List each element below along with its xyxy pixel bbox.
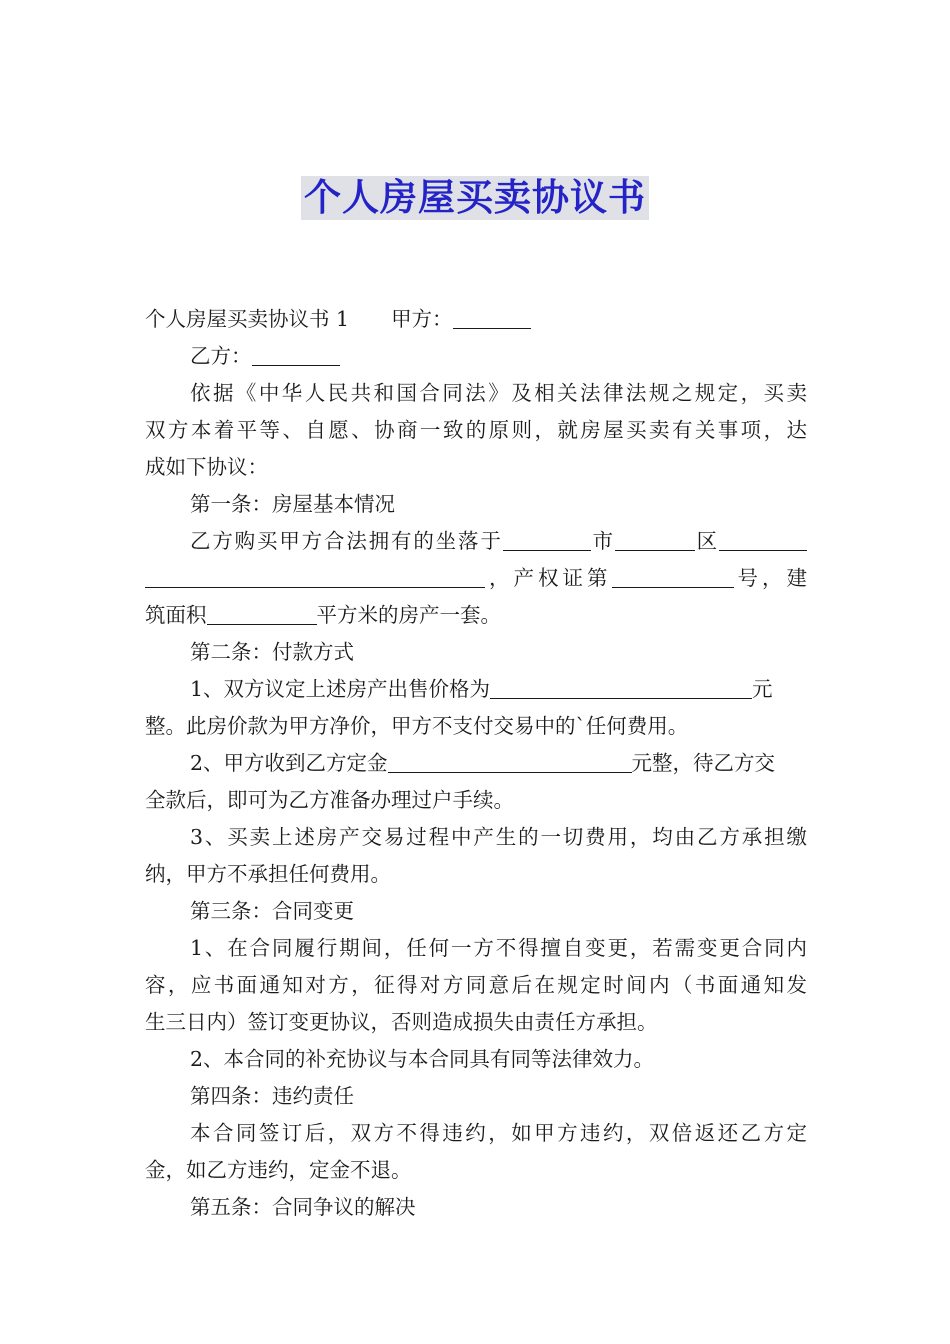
article-heading: 第三条：合同变更 xyxy=(190,899,354,923)
clause-line: 2、本合同的补充协议与本合同具有同等法律效力。 xyxy=(190,1047,655,1071)
article-text: ，产权证第 xyxy=(485,566,612,590)
clause-line xyxy=(145,745,807,782)
clause-line: 3、买卖上述房产交易过程中产生的一切费用，均由乙方承担缴 xyxy=(190,825,807,849)
article-line xyxy=(145,523,807,560)
preamble-line: 依据《中华人民共和国合同法》及相关法律法规之规定，买卖 xyxy=(190,381,807,405)
clause-line xyxy=(145,671,807,708)
preamble-line: 双方本着平等、自愿、协商一致的原则，就房屋买卖有关事项，达 xyxy=(145,418,807,442)
clause-line: 整。此房价款为甲方净价，甲方不支付交易中的`任何费用。 xyxy=(145,714,689,738)
article-line: 金，如乙方违约，定金不退。 xyxy=(145,1158,412,1182)
price-blank xyxy=(490,676,752,699)
article-text: 区 xyxy=(694,529,720,553)
city-blank xyxy=(503,528,591,551)
clause-line: 1、在合同履行期间，任何一方不得擅自变更，若需变更合同内 xyxy=(190,936,807,960)
address-blank xyxy=(719,528,807,551)
clause-text: 元整，待乙方交 xyxy=(631,751,776,775)
article-line xyxy=(145,597,807,634)
article-line: 本合同签订后，双方不得违约，如甲方违约，双倍返还乙方定 xyxy=(190,1121,807,1145)
party-b-label: 乙方： xyxy=(190,344,252,368)
article-text: 乙方购买甲方合法拥有的坐落于 xyxy=(190,529,503,553)
title-container xyxy=(0,176,950,220)
party-a-label: 甲方： xyxy=(391,307,453,331)
party-b-line xyxy=(145,338,807,375)
party-b-blank xyxy=(252,343,340,366)
deposit-blank xyxy=(388,750,632,773)
article-text: 市 xyxy=(590,529,615,553)
clause-text: 元 xyxy=(752,677,773,701)
doc-reference: 个人房屋买卖协议书 1 xyxy=(145,307,350,331)
document-body xyxy=(145,301,807,1226)
party-a-blank xyxy=(453,306,531,329)
preamble-line: 成如下协议： xyxy=(145,455,268,479)
clause-line: 容，应书面通知对方，征得对方同意后在规定时间内（书面通知发 xyxy=(145,973,807,997)
header-line xyxy=(145,301,807,338)
article-line xyxy=(145,560,807,597)
article-heading: 第一条：房屋基本情况 xyxy=(190,492,395,516)
article-text: 号，建 xyxy=(733,566,807,590)
clause-line: 纳，甲方不承担任何费用。 xyxy=(145,862,391,886)
article-text: 筑面积 xyxy=(145,603,207,627)
district-blank xyxy=(615,528,695,551)
article-heading: 第四条：违约责任 xyxy=(190,1084,354,1108)
clause-line: 全款后，即可为乙方准备办理过户手续。 xyxy=(145,788,514,812)
certificate-number-blank xyxy=(612,565,734,588)
clause-text: 1、双方议定上述房产出售价格为 xyxy=(190,677,491,701)
document-title: 个人房屋买卖协议书 xyxy=(301,176,649,220)
article-text: 平方米的房产一套。 xyxy=(316,603,501,627)
area-blank xyxy=(207,602,317,625)
article-heading: 第五条：合同争议的解决 xyxy=(190,1195,416,1219)
clause-line: 生三日内）签订变更协议，否则造成损失由责任方承担。 xyxy=(145,1010,658,1034)
clause-text: 2、甲方收到乙方定金 xyxy=(190,751,388,775)
address-blank-continued xyxy=(145,565,485,588)
article-heading: 第二条：付款方式 xyxy=(190,640,354,664)
